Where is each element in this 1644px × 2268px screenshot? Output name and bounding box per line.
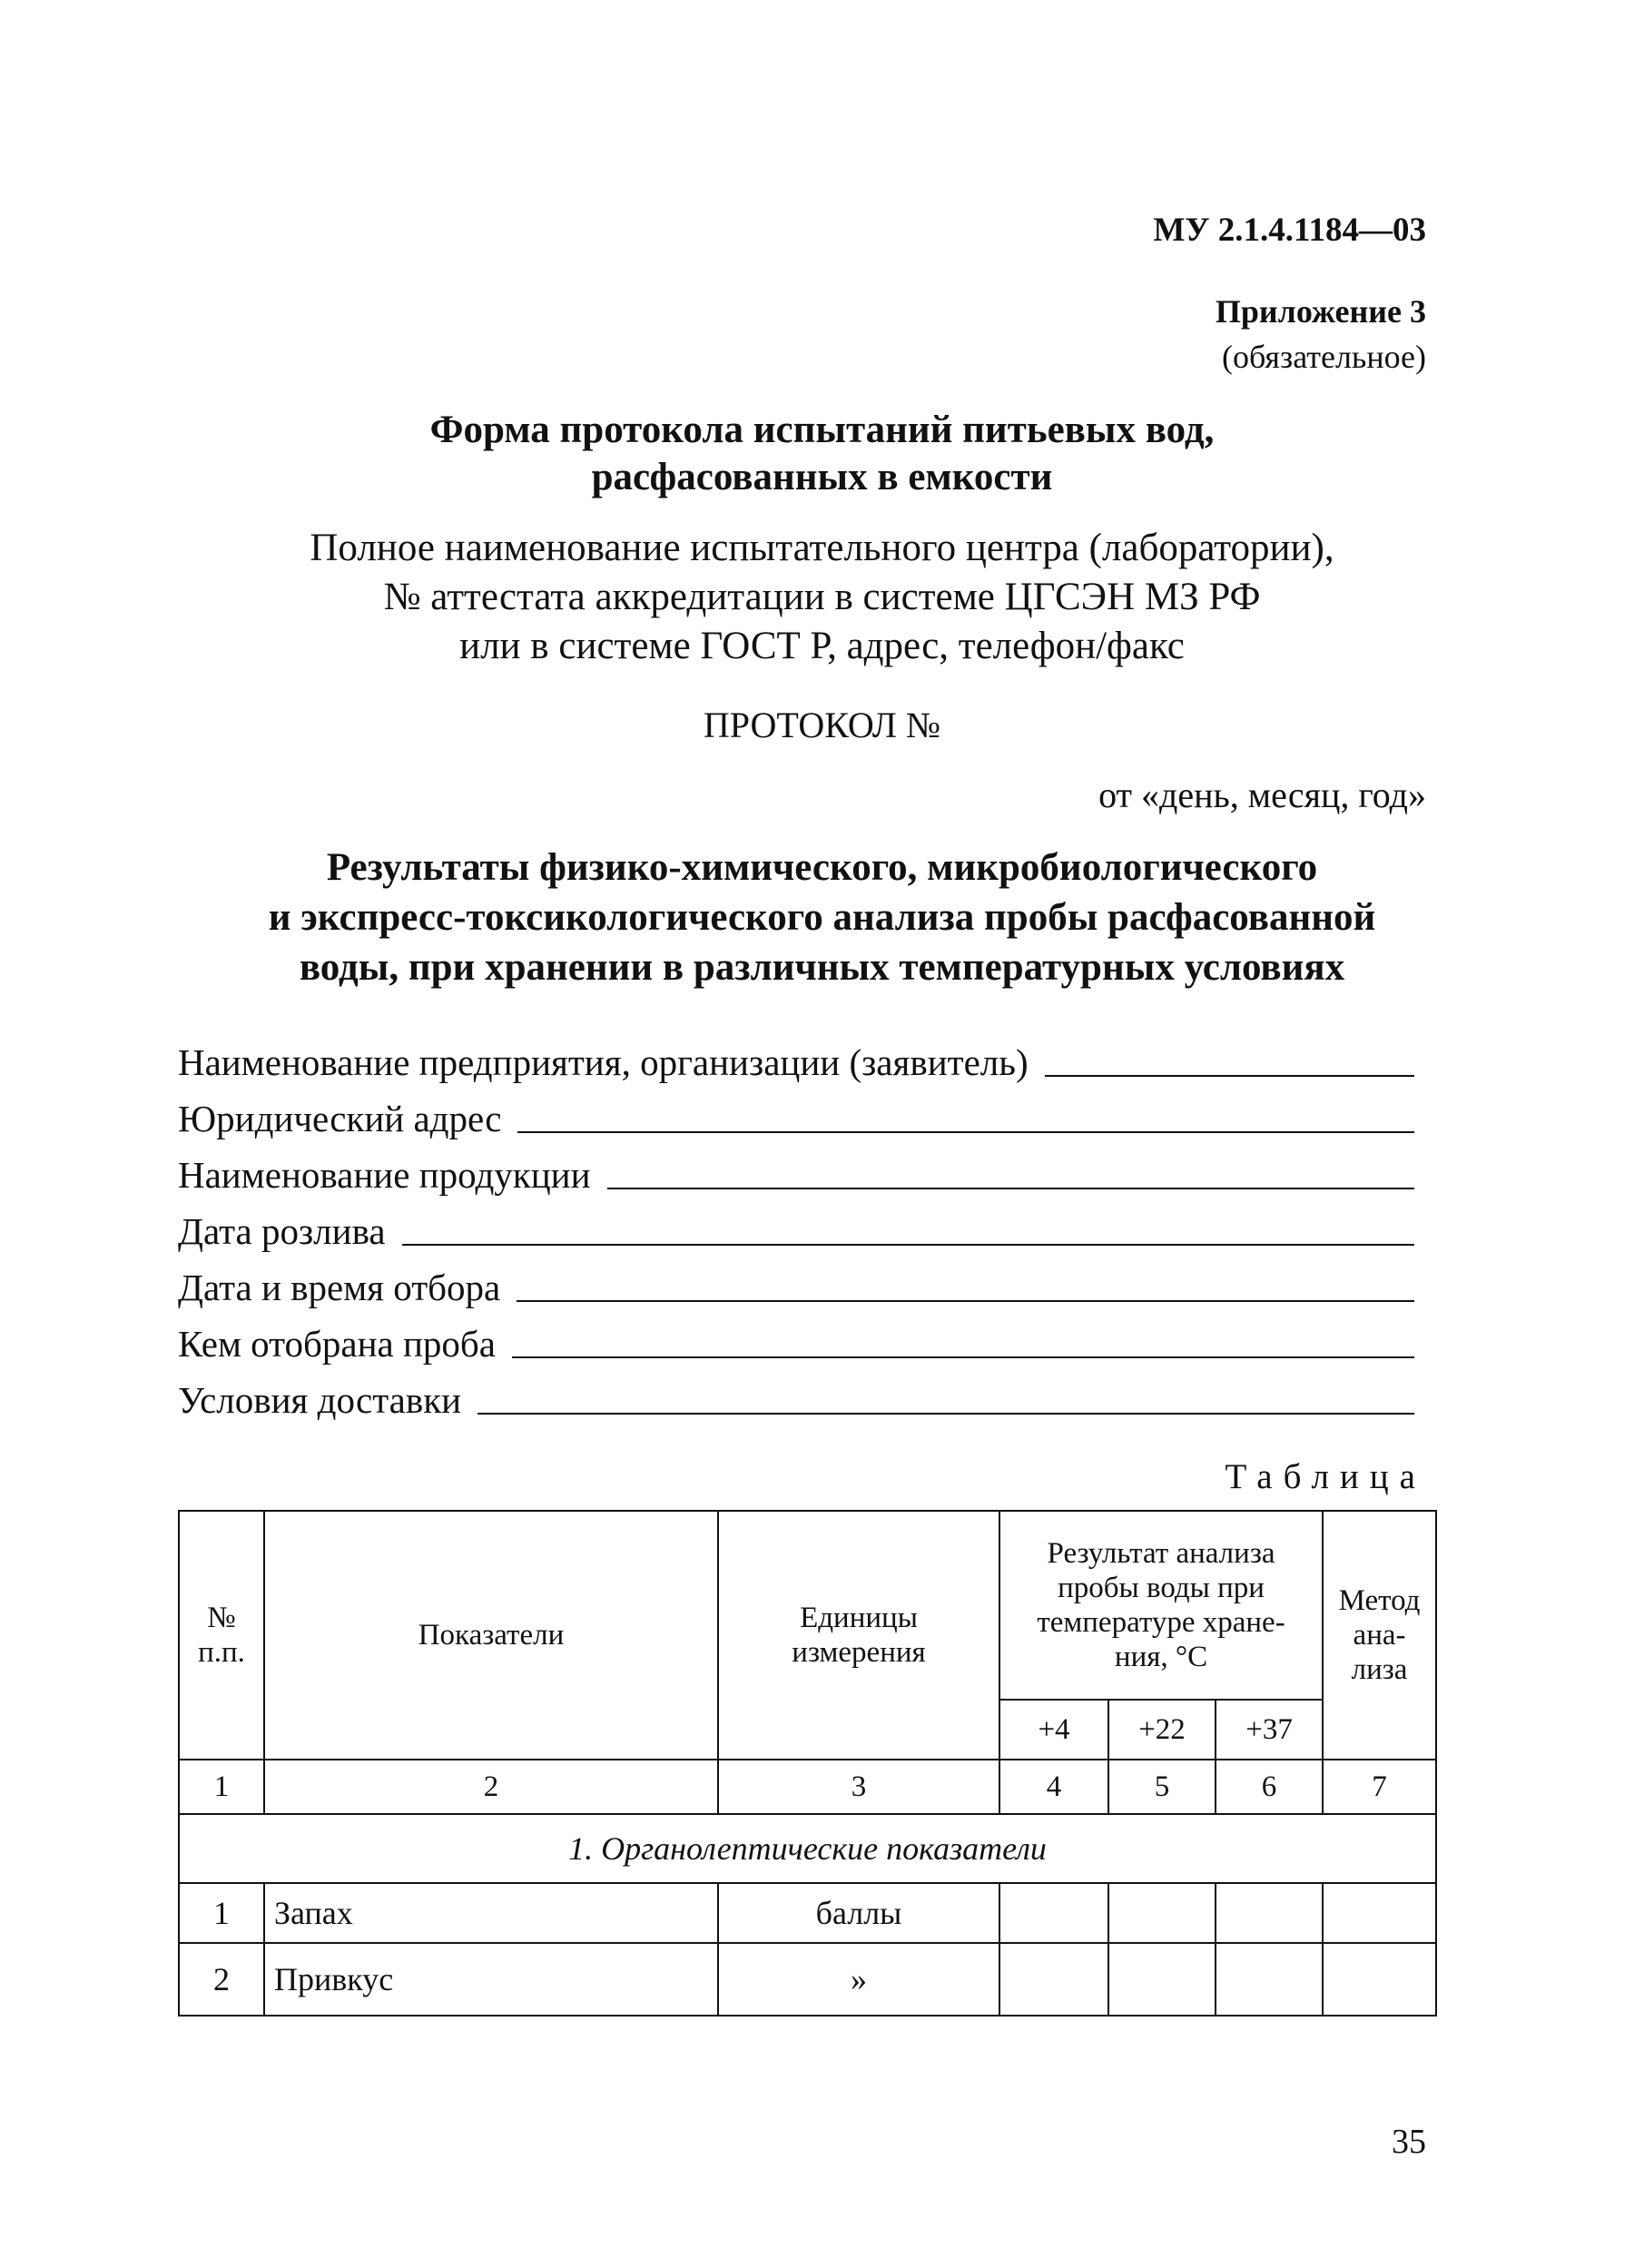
field-input-line[interactable] (512, 1356, 1414, 1358)
column-number: 3 (718, 1760, 999, 1814)
results-title (0, 843, 1644, 992)
result-cell[interactable] (999, 1943, 1108, 2016)
column-number: 2 (264, 1760, 718, 1814)
method-cell[interactable] (1323, 1943, 1436, 2016)
org-info-line: № аттестата аккредитации в системе ЦГСЭН МЗ РФ (383, 576, 1261, 618)
field-applicant (178, 1030, 1414, 1084)
header-temp-4: +4 (999, 1700, 1108, 1760)
header-text: ния, °С (1114, 1641, 1208, 1673)
results-title-line: Результаты физико-химического, микробиологического (326, 846, 1318, 889)
field-product-name (178, 1142, 1414, 1197)
results-title-line: и экспресс-токсикологического анализа пробы расфасованной (268, 896, 1376, 939)
header-temp-37: +37 (1216, 1700, 1323, 1760)
appendix-title: Приложение 3 (1215, 293, 1426, 330)
header-text: пробы воды при (1058, 1572, 1265, 1604)
row-indicator: Запах (264, 1883, 718, 1943)
column-number: 6 (1216, 1760, 1323, 1814)
row-number: 1 (179, 1883, 264, 1943)
table-column-numbers-row (179, 1760, 1436, 1814)
header-text: № (207, 1602, 236, 1634)
organization-info (0, 524, 1644, 671)
table-section-row (179, 1814, 1436, 1883)
header-text: температуре хране- (1037, 1606, 1285, 1639)
form-title-line: Форма протокола испытаний питьевых вод, (429, 409, 1215, 451)
method-cell[interactable] (1323, 1883, 1436, 1943)
header-text: Метод (1338, 1584, 1421, 1617)
field-input-line[interactable] (517, 1300, 1414, 1302)
header-indicators: Показатели (264, 1511, 718, 1760)
table-row (179, 1943, 1436, 2016)
field-input-line[interactable] (402, 1244, 1414, 1246)
header-units (718, 1511, 999, 1760)
form-title (0, 407, 1644, 501)
header-text: измерения (792, 1636, 926, 1669)
header-text: Результат анализа (1047, 1537, 1275, 1570)
result-cell[interactable] (999, 1883, 1108, 1943)
field-label: Условия доставки (178, 1379, 462, 1421)
header-result (999, 1511, 1323, 1700)
results-title-line: воды, при хранении в различных температурных условиях (299, 946, 1345, 989)
document-code: МУ 2.1.4.1184—03 (1153, 212, 1426, 249)
column-number: 1 (179, 1760, 264, 1814)
field-sampled-by (178, 1311, 1414, 1366)
field-label: Наименование предприятия, организации (заявитель) (178, 1041, 1029, 1083)
field-label: Юридический адрес (178, 1098, 502, 1139)
table-header-row (179, 1511, 1436, 1700)
appendix-note: (обязательное) (1222, 339, 1426, 375)
field-legal-address (178, 1086, 1414, 1140)
protocol-number-label: ПРОТОКОЛ № (703, 705, 941, 745)
field-label: Дата и время отбора (178, 1267, 501, 1308)
field-input-line[interactable] (1045, 1075, 1414, 1077)
page-number: 35 (1392, 2123, 1426, 2161)
section-title: 1. Органолептические показатели (179, 1814, 1436, 1883)
header-text: п.п. (198, 1636, 245, 1669)
results-table (178, 1510, 1437, 2017)
field-input-line[interactable] (517, 1131, 1414, 1133)
result-cell[interactable] (1108, 1943, 1216, 2016)
field-sampling-datetime (178, 1255, 1414, 1309)
row-number: 2 (179, 1943, 264, 2016)
column-number: 5 (1108, 1760, 1216, 1814)
header-text: Единицы (800, 1602, 918, 1634)
table-row (179, 1883, 1436, 1943)
header-number (179, 1511, 264, 1760)
table-caption: Таблица (1225, 1457, 1426, 1496)
result-cell[interactable] (1216, 1943, 1323, 2016)
header-text: лиза (1351, 1653, 1408, 1686)
result-cell[interactable] (1108, 1883, 1216, 1943)
form-title-line: расфасованных в емкости (591, 456, 1053, 498)
result-cell[interactable] (1216, 1883, 1323, 1943)
field-input-line[interactable] (477, 1413, 1414, 1415)
column-number: 4 (999, 1760, 1108, 1814)
row-unit: баллы (718, 1883, 999, 1943)
header-method (1323, 1511, 1436, 1760)
field-input-line[interactable] (607, 1188, 1414, 1189)
field-bottling-date (178, 1198, 1414, 1253)
field-label: Дата розлива (178, 1210, 386, 1252)
org-info-line: Полное наименование испытательного центра (лаборатории), (310, 527, 1334, 569)
org-info-line: или в системе ГОСТ Р, адрес, телефон/факс (459, 625, 1185, 667)
field-label: Наименование продукции (178, 1154, 591, 1196)
row-unit: » (718, 1943, 999, 2016)
field-label: Кем отобрана проба (178, 1323, 496, 1365)
protocol-date-label: от «день, месяц, год» (1098, 774, 1426, 815)
column-number: 7 (1323, 1760, 1436, 1814)
row-indicator: Привкус (264, 1943, 718, 2016)
header-text: ана- (1353, 1619, 1406, 1652)
field-delivery-conditions (178, 1367, 1414, 1422)
header-temp-22: +22 (1108, 1700, 1216, 1760)
